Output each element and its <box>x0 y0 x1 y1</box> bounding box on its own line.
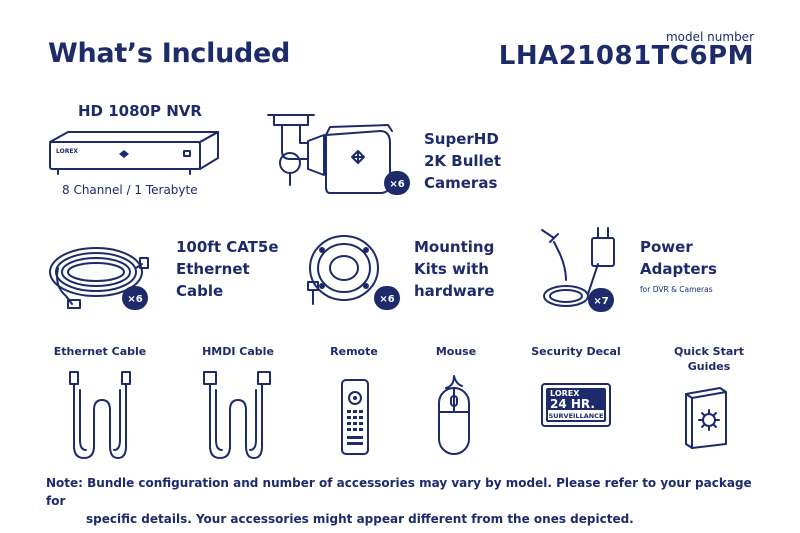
hdmi-cable-icon <box>198 370 278 462</box>
cable-coil-icon <box>46 228 162 316</box>
model-number-label: model number <box>665 30 754 44</box>
remote-icon <box>340 378 370 456</box>
power-adapter-icon <box>536 224 636 316</box>
cable-qty-badge: ×6 <box>127 294 143 305</box>
cable-label: 100ft CAT5e Ethernet Cable <box>176 238 279 300</box>
camera-label: SuperHD 2K Bullet Cameras <box>424 130 502 192</box>
accessory-label-guides: Quick Start Guides <box>674 345 744 373</box>
mounting-kit-icon <box>300 230 404 310</box>
note-line-2: specific details. Your accessories might appear different from the ones depicted. <box>86 512 634 526</box>
guide-book-icon <box>680 386 730 450</box>
decal-surveillance: SURVEILLANCE <box>548 412 604 420</box>
bullet-camera-icon <box>268 113 418 198</box>
power-label: Power Adapters <box>640 238 717 278</box>
power-sublabel: for DVR & Cameras <box>640 285 713 294</box>
note-line-1: Note: Bundle configuration and number of accessories may vary by model. Please refer to your package for <box>46 476 752 508</box>
accessory-label-ethernet: Ethernet Cable <box>53 345 147 358</box>
accessory-label-decal: Security Decal <box>531 345 621 358</box>
nvr-title: HD 1080P NVR <box>78 102 202 120</box>
mouse-icon <box>436 374 472 458</box>
ethernet-cable-icon <box>62 370 142 462</box>
disclaimer-note <box>46 474 766 528</box>
security-decal-icon <box>540 382 612 428</box>
accessory-label-remote: Remote <box>330 345 378 358</box>
nvr-icon <box>48 130 220 175</box>
decal-24hr: 24 HR. <box>550 397 595 411</box>
camera-qty-badge: ×6 <box>389 179 405 190</box>
decal-brand: LOREX <box>550 389 580 398</box>
power-qty-badge: ×7 <box>593 296 609 307</box>
nvr-brand-logo: LOREX <box>56 148 79 155</box>
nvr-subtitle: 8 Channel / 1 Terabyte <box>62 183 198 197</box>
accessory-label-mouse: Mouse <box>435 345 477 358</box>
page-title: What’s Included <box>48 38 291 69</box>
mounting-label: Mounting Kits with hardware <box>414 238 495 300</box>
model-number: LHA21081TC6PM <box>498 41 754 71</box>
accessory-label-hdmi: HMDI Cable <box>202 345 274 358</box>
mounting-qty-badge: ×6 <box>379 294 395 305</box>
